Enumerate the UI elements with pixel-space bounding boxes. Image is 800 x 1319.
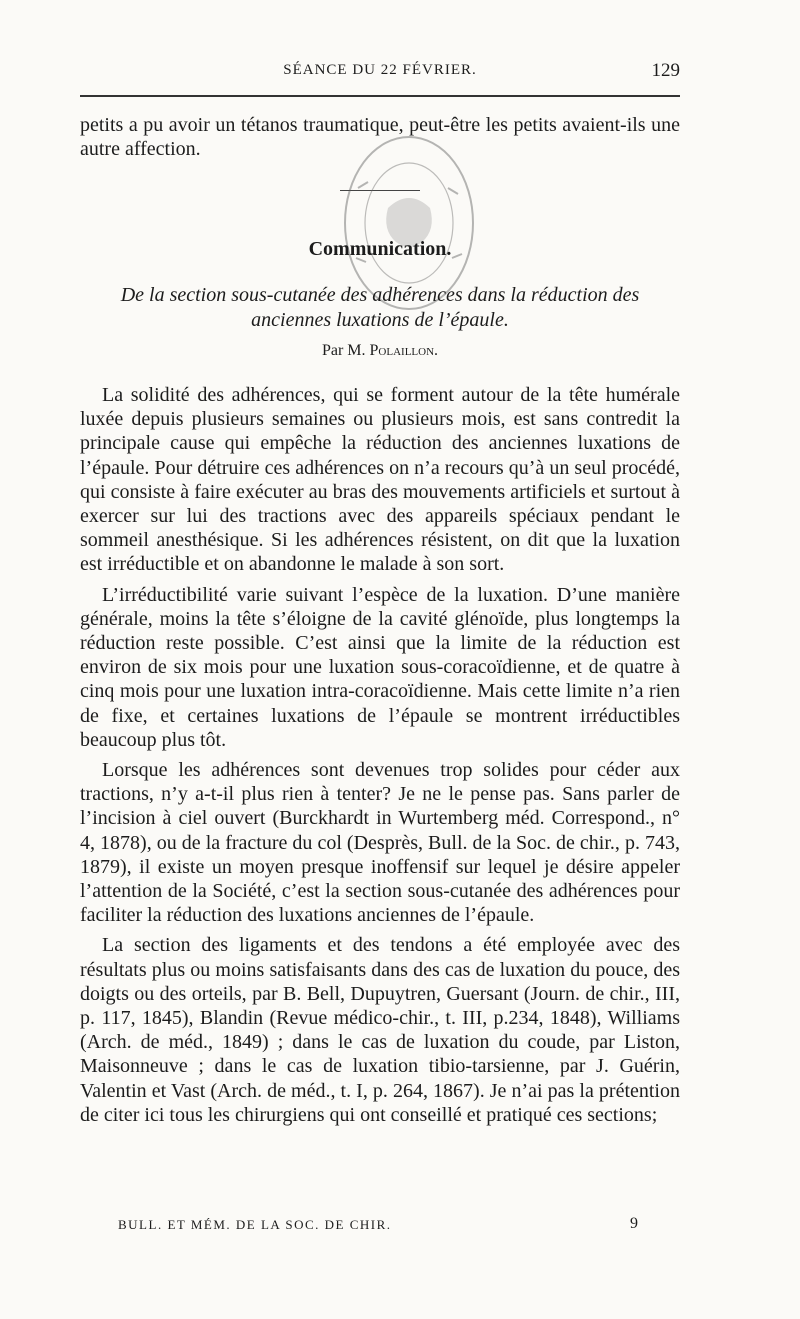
author-line [80,342,680,360]
paragraph: L’irréductibilité varie suivant l’espèce de la luxation. D’une manière générale, moins la tête s’éloigne de la cavité glénoïde, plus longtemps la réduction reste possible. C’est ainsi que la limite de la réduction est environ de six mois pour une luxation sous-coracoïdienne, et de quatre à cinq mois pour une luxation intra-coracoïdienne. Mais cette limite n’a rien de fixe, et certaines luxations de l’épaule se montrent irréductibles beaucoup plus tôt. [80,583,680,751]
header-rule [80,95,680,97]
author-prefix: Par M. [321,342,366,359]
running-title: SÉANCE DU 22 FÉVRIER. [283,62,477,78]
article-title-line-1: De la section sous-cutanée des adhérences dans la réduction des [120,284,640,306]
paragraph: La section des ligaments et des tendons a été employée avec des résultats plus ou moins satisfaisants dans des cas de luxation du pouce, des doigts ou des orteils, par B. Bell, Dupuytren, Guersant (Journ. de chir., III, p. 117, 1845), Blandin (Revue médico-chir., t. III, p.234, 1848), Williams (Arch. de méd., 1849) ; dans le cas de luxation du coude, par Liston, Maisonneuve ; dans le cas de luxation tibio-tarsienne, par J. Guérin, Valentin et Vast (Arch. de méd., t. I, p. 264, 1867). Je n’ai pas la prétention de citer ici tous les chirurgiens qui ont conseillé et pratiqué ces sections; [80,934,680,1126]
paragraph: Lorsque les adhérences sont devenues trop solides pour céder aux tractions, n’y a-t-il plus rien à tenter? Je ne le pense pas. Sans parler de l’incision à ciel ouvert (Burckhardt in Wurtemberg méd. Correspond., n° 4, 1878), ou de la fracture du col (Desprès, Bull. de la Soc. de chir., p. 743, 1879), il existe un moyen presque inoffensif sur lequel je désire appeler l’attention de la Société, c’est la section sous-cutanée des adhérences pour faciliter la réduction des luxations anciennes de l’épaule. [80,759,680,927]
signature-mark: 9 [630,1215,638,1232]
page-number: 129 [651,60,680,81]
page-footer [118,1217,638,1237]
article-title-line-2: anciennes luxations de l’épaule. [251,309,509,331]
opening-paragraph: petits a pu avoir un tétanos traumatique, peut-être les petits avaient-ils une autre affection. [80,114,680,161]
paragraph: La solidité des adhérences, qui se forment autour de la tête humérale luxée depuis plusieurs semaines ou plusieurs mois, est sans contredit la principale cause qui empêche la réduction des anciennes luxations de l’épaule. Pour détruire ces adhérences on n’a recours qu’à un seul procédé, qui consiste à faire exécuter au bras des mouvements artificiels et surtout à exercer sur lui des tractions avec des appareils spéciaux pendant le sommeil anesthésique. Si les adhérences résistent, on dit que la luxation est irréductible et on abandonne le malade à son sort. [80,384,680,576]
running-head [80,62,680,86]
article-body [80,383,680,1127]
journal-footer: BULL. ET MÉM. DE LA SOC. DE CHIR. [118,1217,392,1232]
article-title [80,283,680,333]
section-heading: Communication. [308,238,452,260]
author-name: Polaillon. [369,342,439,359]
